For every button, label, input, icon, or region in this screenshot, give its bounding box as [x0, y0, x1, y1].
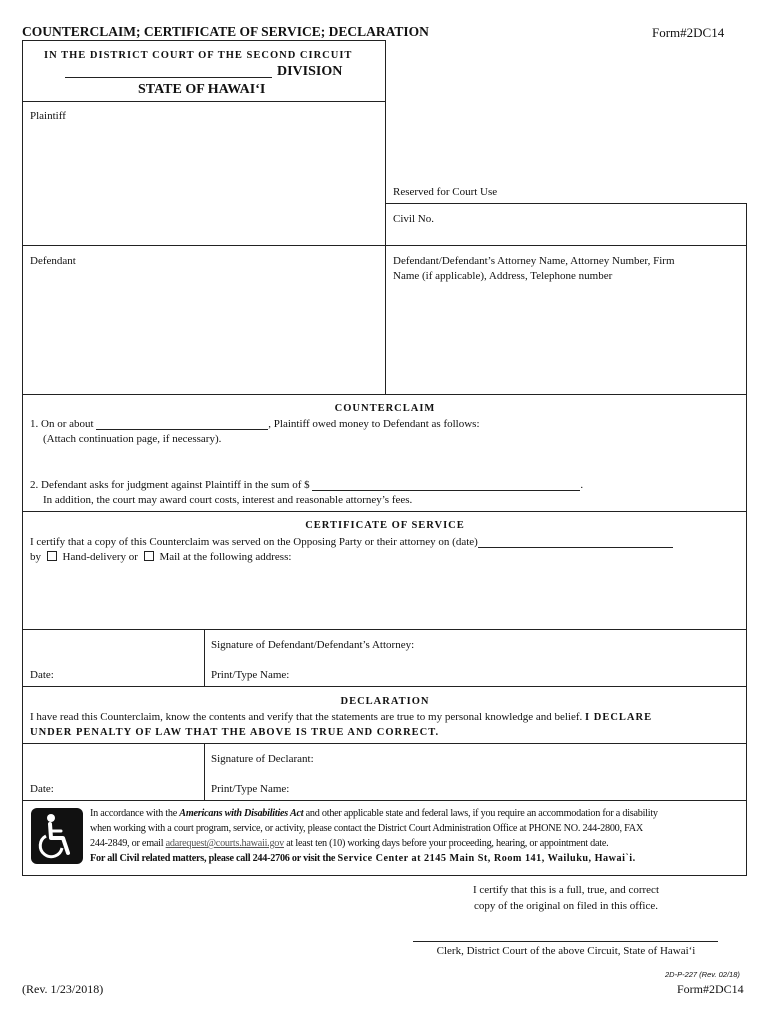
attorney-info-line1: Defendant/Defendant’s Attorney Name, Attorney Number, Firm	[393, 255, 675, 267]
ada-line4-prefix: For all Civil related matters, please call 244-2706 or visit the	[90, 853, 336, 864]
reserved-label: Reserved for Court Use	[393, 186, 498, 198]
item1-suffix: , Plaintiff owed money to Defendant as follows:	[268, 418, 480, 430]
state-label: STATE OF HAWAI‘I	[138, 82, 266, 97]
declare-bold-1: I DECLARE	[585, 712, 653, 723]
declaration-line1	[30, 711, 652, 723]
certificate-text: I certify that a copy of this Counterclaim was served on the Opposing Party or their attorney on (date)	[30, 536, 478, 548]
service-date-blank[interactable]	[478, 536, 673, 548]
attorney-info-line2: Name (if applicable), Address, Telephone number	[393, 270, 613, 282]
division-label: DIVISION	[277, 64, 343, 79]
ada-line3-suffix: at least ten (10) working days before your proceeding, hearing, or appointment date.	[286, 838, 609, 849]
ada-line3-prefix: 244-2849, or email	[90, 838, 164, 849]
counterclaim-item1	[30, 418, 480, 430]
ada-line1	[90, 808, 658, 819]
court-name: IN THE DISTRICT COURT OF THE SECOND CIRCUIT	[44, 50, 353, 61]
item1-prefix: 1. On or about	[30, 418, 94, 430]
certificate-line1	[30, 536, 673, 548]
declarant-signature-label: Signature of Declarant:	[211, 753, 314, 765]
ada-part2: and other applicable state and federal laws, if you require an accommodation for a disability	[305, 808, 658, 819]
declaration-heading: DECLARATION	[340, 696, 430, 707]
form-code: 2D-P-227 (Rev. 02/18)	[665, 970, 740, 979]
ada-part1: In accordance with the	[90, 808, 177, 819]
form-number: Form#2DC14	[652, 25, 725, 40]
clerk-signature-line[interactable]	[413, 941, 718, 942]
clerk-certify-line1: I certify that this is a full, true, and correct	[472, 884, 659, 896]
item2-note: In addition, the court may award court costs, interest and reasonable attorney’s fees.	[43, 494, 413, 506]
item1-note: (Attach continuation page, if necessary).	[43, 433, 222, 445]
item2-prefix: 2. Defendant asks for judgment against Plaintiff in the sum of $	[30, 479, 310, 491]
date-blank[interactable]	[96, 418, 268, 430]
defendant-label: Defendant	[30, 255, 76, 267]
division-blank[interactable]	[65, 64, 272, 78]
declaration-text: I have read this Counterclaim, know the contents and verify that the statements are true to my personal knowledge and belief.	[30, 711, 583, 723]
document-title: COUNTERCLAIM; CERTIFICATE OF SERVICE; DECLARATION	[22, 24, 429, 39]
mail-label: Mail at the following address:	[159, 551, 292, 563]
footer-form-number: Form#2DC14	[677, 982, 744, 996]
signature-label: Signature of Defendant/Defendant’s Attorney:	[211, 639, 415, 651]
certificate-heading: CERTIFICATE OF SERVICE	[305, 520, 465, 531]
ada-email-link[interactable]: adarequest@courts.hawaii.gov	[165, 838, 284, 849]
ada-line4-suffix: Service Center at 2145 Main St, Room 141, Wailuku, Hawai`i.	[337, 853, 636, 864]
ada-line3	[90, 838, 608, 849]
signature-print-label: Print/Type Name:	[211, 669, 290, 681]
signature-date-label: Date:	[30, 669, 54, 681]
plaintiff-label: Plaintiff	[30, 110, 66, 122]
amount-blank[interactable]	[312, 479, 580, 491]
mail-checkbox[interactable]	[144, 551, 154, 561]
ada-act: Americans with Disabilities Act	[179, 808, 304, 819]
hand-delivery-checkbox[interactable]	[47, 551, 57, 561]
declaration-date-label: Date:	[30, 783, 54, 795]
counterclaim-heading: COUNTERCLAIM	[334, 403, 436, 414]
clerk-certify-line2: copy of the original on filed in this office.	[473, 900, 658, 912]
revision-date: (Rev. 1/23/2018)	[22, 982, 104, 996]
declaration-print-label: Print/Type Name:	[211, 783, 290, 795]
civil-no-label: Civil No.	[393, 213, 434, 225]
ada-line2: when working with a court program, service, or activity, please contact the District Court Administration Office at PHONE NO. 244-2800, FAX	[90, 823, 643, 834]
clerk-signature-caption: Clerk, District Court of the above Circuit, State of Hawai‘i	[436, 945, 696, 957]
counterclaim-item2	[30, 479, 583, 491]
wheelchair-icon	[31, 808, 83, 864]
hand-delivery-label: Hand-delivery or	[62, 551, 138, 563]
by-label: by	[30, 551, 41, 563]
service-method	[30, 551, 291, 563]
ada-line4	[90, 853, 636, 864]
item2-suffix: .	[580, 479, 584, 491]
declare-bold-2: UNDER PENALTY OF LAW THAT THE ABOVE IS TRUE AND CORRECT.	[30, 727, 440, 738]
